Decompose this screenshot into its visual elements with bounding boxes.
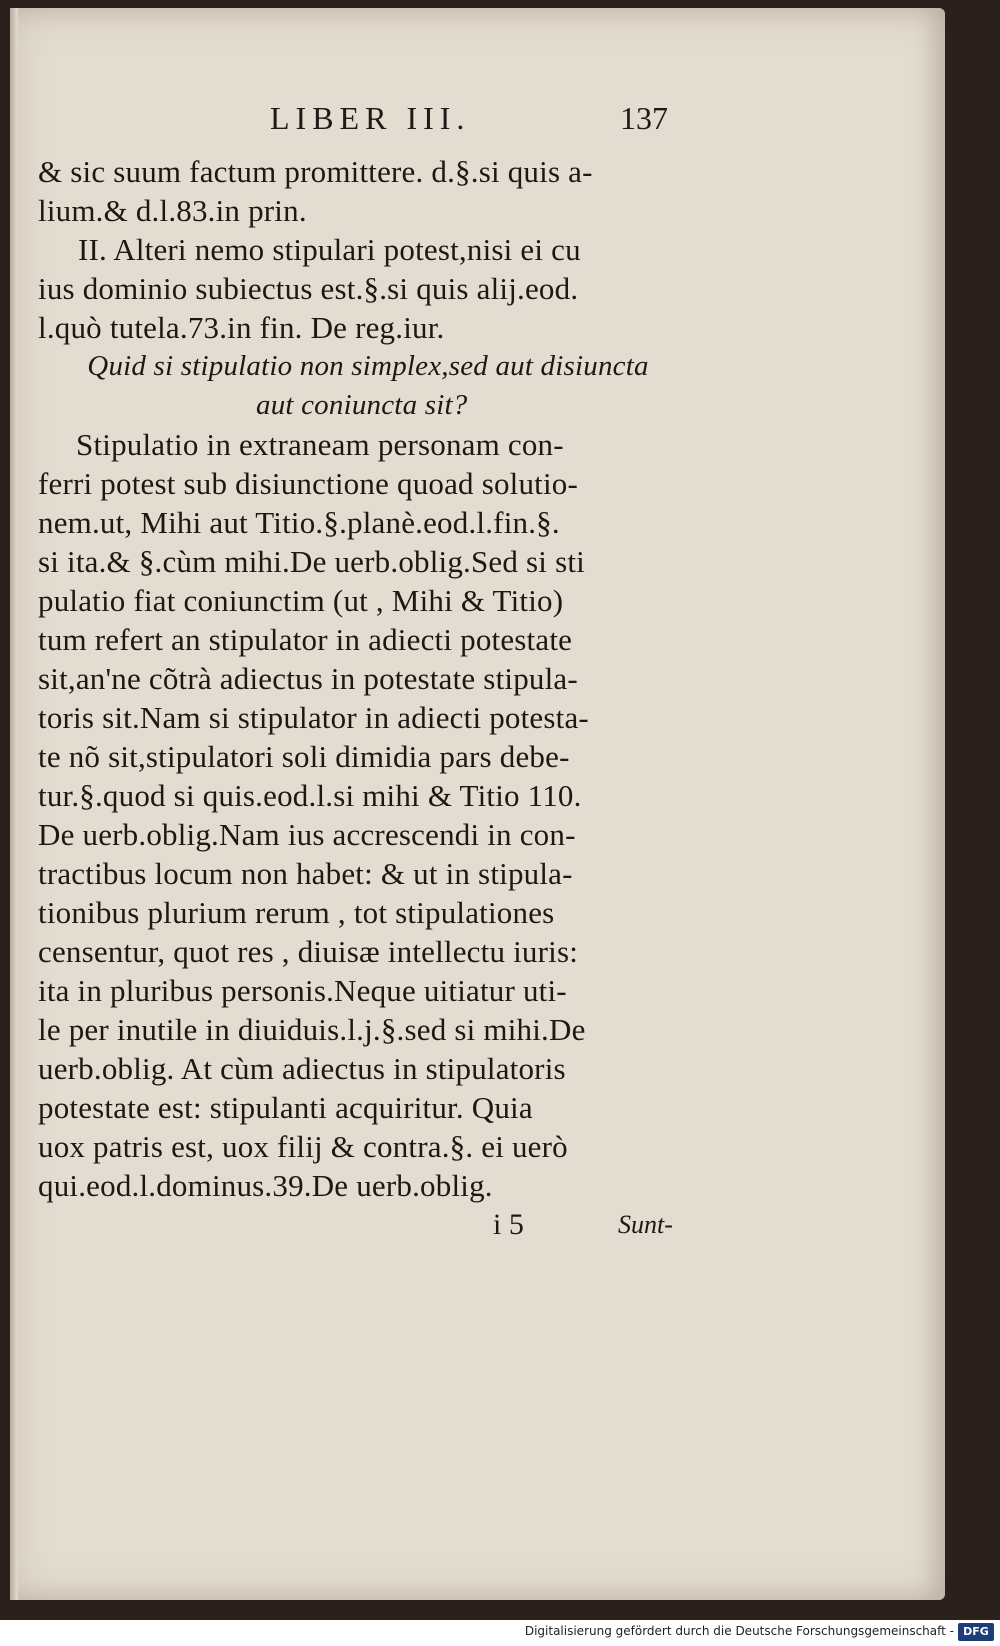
- text-line: Stipulatio in extraneam personam con-: [76, 427, 564, 462]
- section-heading: aut coniuncta sit?: [256, 389, 468, 421]
- text-line: uox patris est, uox filij & contra.§. ei uerò: [38, 1129, 568, 1164]
- text-line: ferri potest sub disiunctione quoad solutio-: [38, 466, 579, 501]
- text-line: tractibus locum non habet: & ut in stipula-: [38, 856, 573, 891]
- text-line: ius dominio subiectus est.§.si quis alij.eod.: [38, 271, 579, 306]
- running-head: [270, 100, 690, 144]
- text-line: censentur, quot res , diuisæ intellectu iuris:: [38, 934, 579, 969]
- text-line: lium.& d.l.83.in prin.: [38, 193, 307, 228]
- text-line: l.quò tutela.73.in fin. De reg.iur.: [38, 310, 445, 345]
- credit-bar: [0, 1620, 1000, 1646]
- credit-text: Digitalisierung gefördert durch die Deutsche Forschungsgemeinschaft -: [524, 1624, 954, 1638]
- text-body: [38, 152, 698, 1245]
- page-number: 137: [620, 100, 668, 136]
- text-line: nem.ut, Mihi aut Titio.§.planè.eod.l.fin.§.: [38, 505, 560, 540]
- text-line: II. Alteri nemo stipulari potest,nisi ei cu: [78, 232, 581, 267]
- dfg-logo: DFG: [958, 1623, 994, 1641]
- text-line: potestate est: stipulanti acquiritur. Quia: [38, 1090, 533, 1125]
- section-heading: Quid si stipulatio non simplex,sed aut disiuncta: [87, 350, 649, 382]
- text-line: tionibus plurium rerum , tot stipulationes: [38, 895, 555, 930]
- text-line: pulatio fiat coniunctim (ut , Mihi & Titio): [38, 583, 564, 618]
- page-footer: [38, 1205, 698, 1245]
- page-gutter: [10, 8, 18, 1600]
- text-line: toris sit.Nam si stipulator in adiecti potesta-: [38, 700, 589, 735]
- text-line: si ita.& §.cùm mihi.De uerb.oblig.Sed si sti: [38, 544, 585, 579]
- text-line: De uerb.oblig.Nam ius accrescendi in con-: [38, 817, 576, 852]
- text-line: tum refert an stipulator in adiecti potestate: [38, 622, 573, 657]
- catchword: Sunt-: [618, 1210, 673, 1239]
- text-line: le per inutile in diuiduis.l.j.§.sed si mihi.De: [38, 1012, 586, 1047]
- text-line: sit,an'ne cõtrà adiectus in potestate stipula-: [38, 661, 578, 696]
- text-line: te nõ sit,stipulatori soli dimidia pars debe-: [38, 739, 570, 774]
- text-line: tur.§.quod si quis.eod.l.si mihi & Titio 110.: [38, 778, 582, 813]
- signature-mark: i 5: [493, 1208, 524, 1241]
- text-line: ita in pluribus personis.Neque uitiatur uti-: [38, 973, 567, 1008]
- text-line: & sic suum factum promittere. d.§.si quis a-: [38, 154, 593, 189]
- running-title: LIBER III.: [270, 100, 471, 136]
- text-line: uerb.oblig. At cùm adiectus in stipulatoris: [38, 1051, 566, 1086]
- text-line: qui.eod.l.dominus.39.De uerb.oblig.: [38, 1168, 493, 1203]
